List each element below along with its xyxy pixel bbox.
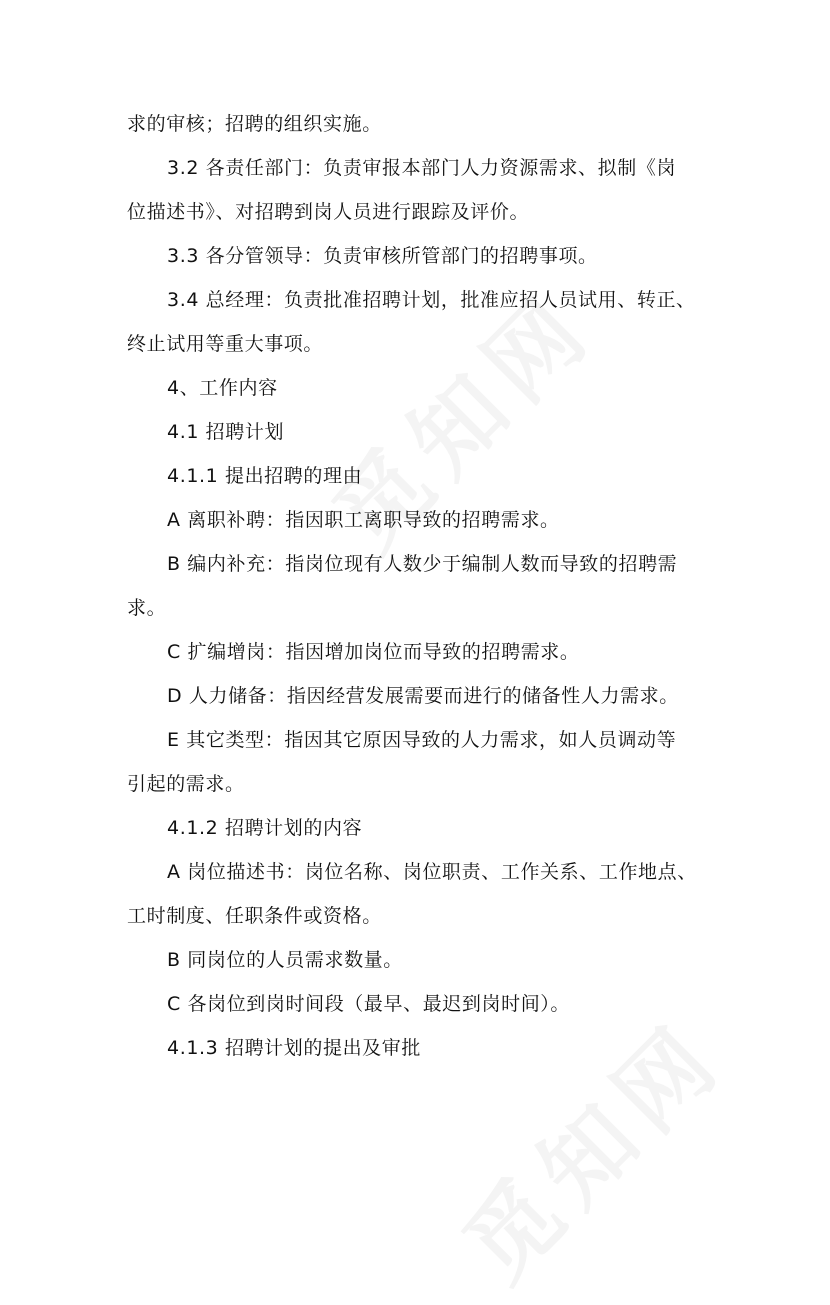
text-line: A 离职补聘：指因职工离职导致的招聘需求。 — [167, 509, 560, 531]
text-line: 3.2 各责任部门：负责审报本部门人力资源需求、拟制《岗 — [167, 157, 677, 179]
text-line: 3.3 各分管领导：负责审核所管部门的招聘事项。 — [167, 245, 598, 267]
subsection-heading: 4.1 招聘计划 — [167, 421, 285, 443]
text-line: 终止试用等重大事项。 — [127, 333, 324, 355]
text-line: 位描述书》、对招聘到岗人员进行跟踪及评价。 — [127, 201, 530, 223]
text-line: 求。 — [127, 597, 167, 619]
text-line: B 同岗位的人员需求数量。 — [167, 949, 403, 971]
subsection-heading: 4.1.3 招聘计划的提出及审批 — [167, 1037, 421, 1059]
text-line: D 人力储备：指因经营发展需要而进行的储备性人力需求。 — [167, 685, 679, 707]
text-line: 工时制度、任职条件或资格。 — [127, 905, 382, 927]
subsection-heading: 4.1.1 提出招聘的理由 — [167, 465, 363, 487]
text-line: C 各岗位到岗时间段（最早、最迟到岗时间）。 — [167, 993, 571, 1015]
text-line: A 岗位描述书：岗位名称、岗位职责、工作关系、工作地点、 — [167, 861, 697, 883]
watermark-bottom — [430, 987, 748, 1305]
text-line: 3.4 总经理：负责批准招聘计划，批准应招人员试用、转正、 — [167, 289, 696, 311]
subsection-heading: 4.1.2 招聘计划的内容 — [167, 817, 363, 839]
text-line: E 其它类型：指因其它原因导致的人力需求，如人员调动等 — [167, 729, 677, 751]
section-heading: 4、工作内容 — [167, 377, 278, 399]
text-line: B 编内补充：指岗位现有人数少于编制人数而导致的招聘需 — [167, 553, 678, 575]
text-line: 求的审核；招聘的组织实施。 — [127, 113, 382, 135]
text-line: C 扩编增岗：指因增加岗位而导致的招聘需求。 — [167, 641, 580, 663]
text-line: 引起的需求。 — [127, 773, 245, 795]
